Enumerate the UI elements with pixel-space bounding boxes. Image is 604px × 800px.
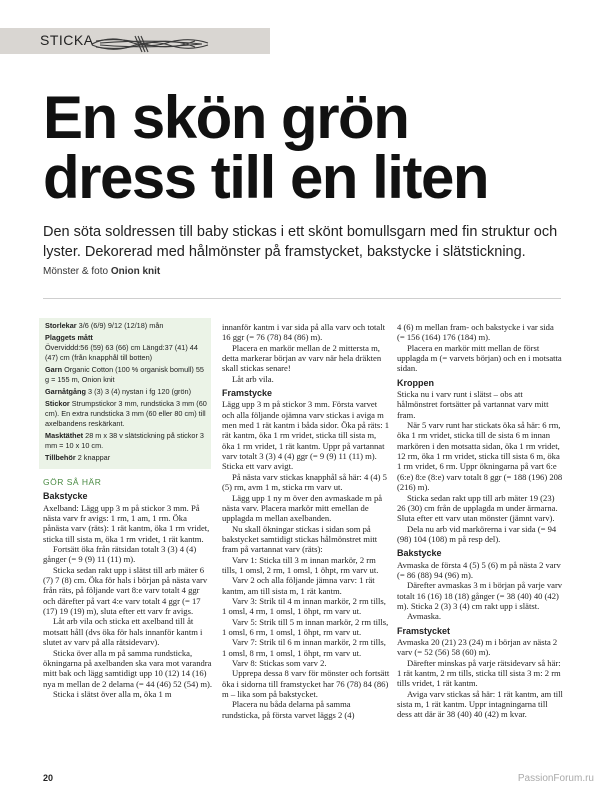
subheading-framstycke: Framstycke bbox=[222, 388, 273, 399]
paragraph: Placera en markör mitt mellan de först upplagda m (= varvets början) och en i motsatta sidan. bbox=[397, 342, 562, 374]
paragraph: När 5 varv runt har stickats öka så här: 6 rm, öka 1 rm vridet, sticka till de sista 6 m innan markören i den motsatta sidan, öka 1 rm vridet, 12 rm, öka 1 rm vridet, sticka till sista 6 m, öka 1 rm vridet, 6 rm. Uppr ökningarna på vart 6:e (6:e) 8:e (8:e) varv totalt 8 ggr (= 188 (196) 208 (216) m). bbox=[397, 420, 563, 493]
fact-text: Organic Cotton (100 % organisk bomull) 55 g = 155 m, Onion knit bbox=[45, 365, 204, 384]
paragraph: Avmaska. bbox=[407, 611, 441, 622]
fact-item bbox=[45, 321, 207, 331]
credit-prefix: Mönster & foto bbox=[43, 266, 109, 277]
paragraph: På nästa varv stickas knapphål så här: 4 (4) 5 (5) rm, avm 1 m, sticka rm varv ut. bbox=[222, 471, 387, 493]
paragraph: Varv 7: Strik til 6 m innan markör, 2 rm tills, 1 omsl, 8 rm, 1 omsl, 1 öhpt, rm varv ut. bbox=[222, 637, 386, 658]
paragraph: Lägg upp 1 ny m över den avmaskade m på nästa varv. Placera markör mitt emellan de upplagda m mellan axelbanden. bbox=[222, 492, 383, 524]
fact-item bbox=[45, 333, 207, 363]
paragraph: Nu skall ökningar stickas i sidan som på bakstycket samtidigt stickas hålmönstret mitt fram på vartannat varv (räts): bbox=[222, 523, 378, 555]
column-3 bbox=[397, 322, 563, 720]
page-number: 20 bbox=[43, 773, 54, 783]
paragraph: Placera en markör mellan de 2 mittersta m, detta markerar början av varv när hela dräkten skall stickas senare! bbox=[222, 342, 382, 374]
paragraph: Låt arb vila och sticka ett axelband till åt motsatt håll (dvs öka för hals innanför kantm i slutet av varv på alla rätsidevarv). bbox=[43, 616, 203, 648]
paragraph: Upprepa dessa 8 varv för mönster och fortsätt öka i sidorna till framstycket har 76 (78) 84 (86) m – lika som på bakstycket. bbox=[222, 668, 390, 700]
paragraph: Aviga varv stickas så här: 1 rät kantm, am till sista m, 1 rät kantm. Uppr intagningarna till dess att där är 38 (40) 40 (42) m kvar. bbox=[397, 688, 563, 720]
fact-label: Plaggets mått bbox=[45, 333, 93, 342]
instructions-heading: GÖR SÅ HÄR bbox=[43, 477, 102, 487]
fact-item bbox=[45, 431, 207, 451]
watermark: PassionForum.ru bbox=[517, 773, 594, 784]
fact-item bbox=[45, 387, 207, 397]
fact-text: 3/6 (6/9) 9/12 (12/18) mån bbox=[78, 321, 164, 330]
lead-paragraph: Den söta soldressen till baby stickas i ett skönt bomullsgarn med fin struktur och lyster. Dekorerad med hålmönster på framstycket, bakstycke i slätstickning. bbox=[43, 224, 558, 260]
paragraph: Därefter avmaskas 3 m i början på varje varv totalt 16 (16) 18 (18) gånger (= 38 (40) 40 (42) m). Sticka 2 (3) 3 (4) cm rakt upp i slätst. bbox=[397, 580, 563, 611]
headline-line-1: En skön grön bbox=[43, 84, 409, 151]
paragraph: Sticka nu i varv runt i slätst – obs att hålmönstret fortsätter på vartannat varv mitt fram. bbox=[397, 389, 549, 420]
fact-box bbox=[39, 318, 211, 469]
paragraph: Dela nu arb vid markörerna i var sida (= 94 (98) 104 (108) m på resp del). bbox=[397, 523, 557, 544]
fact-label: Masktäthet bbox=[45, 431, 84, 440]
credit-name: Onion knit bbox=[110, 266, 161, 277]
paragraph: Varv 2 och alla följande jämna varv: 1 rät kantm, am till sista m, 1 rät kantm. bbox=[222, 575, 375, 596]
fact-item bbox=[45, 453, 207, 463]
fact-label: Storlekar bbox=[45, 321, 77, 330]
fact-text: 2 knappar bbox=[77, 453, 111, 462]
paragraph: Lägg upp 3 m på stickor 3 mm. Första varvet och alla följande ojämna varv stickas i aviga m men med 1 rät kantm i båda sidor. Öka på räts: 1 rät kantm, öka 1 rm vridet, sticka till sista m, öka 1 rm vridet, 1 rät kantm. Uppr på vartannat varv totalt 3 (3) 4 (4) ggr (= 9 (9) 11 (11) m). Sticka ett varv avigt. bbox=[222, 399, 390, 472]
fact-label: Tillbehör bbox=[45, 453, 76, 462]
fact-text: Överviddd:56 (59) 63 (66) cm Längd:37 (41) 44 (47) cm (från knapphål till botten) bbox=[45, 343, 198, 362]
paragraph: Låt arb vila. bbox=[232, 373, 274, 384]
headline-line-2: dress till en liten bbox=[43, 144, 488, 211]
credit-line bbox=[43, 266, 160, 277]
column-1 bbox=[43, 318, 213, 699]
subheading-bakstycke: Bakstycke bbox=[43, 491, 88, 502]
fact-label: Garnåtgång bbox=[45, 387, 86, 396]
fact-label: Garn bbox=[45, 365, 63, 374]
paragraph: Därefter minskas på varje rätsidevarv så här: 1 rät kantm, 2 rm tills, sticka till sista 3 m: 2 rm tills vridet, 1 rät kantm. bbox=[397, 657, 561, 689]
fact-text: 28 m x 38 v slätstickning på stickor 3 mm = 10 x 10 cm. bbox=[45, 431, 204, 450]
fact-text: 3 (3) 3 (4) nystan i fg 120 (grön) bbox=[87, 387, 191, 396]
paragraph: Sticka i slätst över alla m, öka 1 m bbox=[53, 688, 172, 699]
fact-label: Stickor bbox=[45, 399, 70, 408]
paragraph: Fortsätt öka från rätsidan totalt 3 (3) 4 (4) gånger (= 9 (9) 11 (11) m). bbox=[43, 544, 197, 565]
paragraph: Varv 8: Stickas som varv 2. bbox=[232, 658, 327, 668]
headline bbox=[43, 84, 488, 211]
paragraph: Varv 1: Sticka till 3 m innan markör, 2 rm tills, 1 omsl, 2 rm, 1 omsl, 1 öhpt, rm varv ut. bbox=[222, 554, 379, 575]
subheading-bakstycke-2: Bakstycke bbox=[397, 548, 442, 559]
fact-text: Strumpstickor 3 mm, rundsticka 3 mm (60 cm). En extra rundsticka 3 mm (60 eller 80 cm) till axelbandens reskärkant. bbox=[45, 399, 207, 428]
paragraph: 4 (6) m mellan fram- och bakstycke i var sida (= 156 (164) 176 (184) m). bbox=[397, 322, 554, 343]
section-label: STICKA bbox=[40, 32, 94, 48]
subheading-kroppen: Kroppen bbox=[397, 377, 434, 388]
divider bbox=[43, 298, 561, 299]
subheading-framstycket: Framstycket bbox=[397, 625, 451, 636]
paragraph: Sticka över alla m på samma rundsticka, ökningarna på axelbanden ska vara mot varandra mitt bak och lägg samtidigt upp 10 (12) 14 (16) nya m mellan de 2 delarna (= 44 (46) 52 (54) m). bbox=[43, 647, 213, 689]
column-2 bbox=[222, 322, 390, 720]
paragraph: Sticka sedan rakt upp i slätst till arb mäter 6 (7) 7 (8) cm. Öka för hals i början på nästa varv från räts, på följande vart 8:e varv totalt 4 ggr och därefter på vart 4:e varv totalt 4 ggr (= 17 (17) 19 (19) m), sluta efter ett varv fr avigs. bbox=[43, 564, 208, 617]
yarn-skein-icon bbox=[90, 33, 210, 55]
paragraph: Varv 5: Strik till 5 m innan markör, 2 rm tills, 1 omsl, 6 rm, 1 omsl, 1 öhpt, rm varv ut. bbox=[222, 616, 389, 637]
fact-item bbox=[45, 365, 207, 385]
paragraph: innanför kantm i var sida på alla varv och totalt 16 ggr (= 76 (78) 84 (86) m). bbox=[222, 322, 385, 343]
paragraph: Placera nu båda delarna på samma rundsticka, på första varvet läggs 2 (4) bbox=[222, 699, 355, 720]
fact-item bbox=[45, 399, 207, 429]
paragraph: Avmaska de första 4 (5) 5 (6) m på nästa 2 varv (= 86 (88) 94 (96) m). bbox=[397, 559, 561, 580]
paragraph: Sticka sedan rakt upp till arb mäter 19 (23) 26 (30) cm från de upplagda m under ärmarna. Sluta efter ett varv utan mönster (jämnt varv). bbox=[397, 492, 558, 524]
section-tag bbox=[0, 28, 270, 54]
paragraph: Avmaska 20 (21) 23 (24) m i början av nästa 2 varv (= 52 (56) 58 (60) m). bbox=[397, 636, 558, 658]
paragraph: Axelband: Lägg upp 3 m på stickor 3 mm. På nästa varv fr avigs: 1 rm, 1 am, 1 rm. Öka pånästa varv (räts): 1 rät kantm, öka 1 rm vridet, sticka till sista m, öka 1 rm vridet, 1 rät kantm. bbox=[43, 502, 210, 544]
paragraph: Varv 3: Strik til 4 m innan markör, 2 rm tills, 1 omsl, 4 rm, 1 omsl, 1 öhpt, rm varv ut. bbox=[222, 595, 386, 617]
